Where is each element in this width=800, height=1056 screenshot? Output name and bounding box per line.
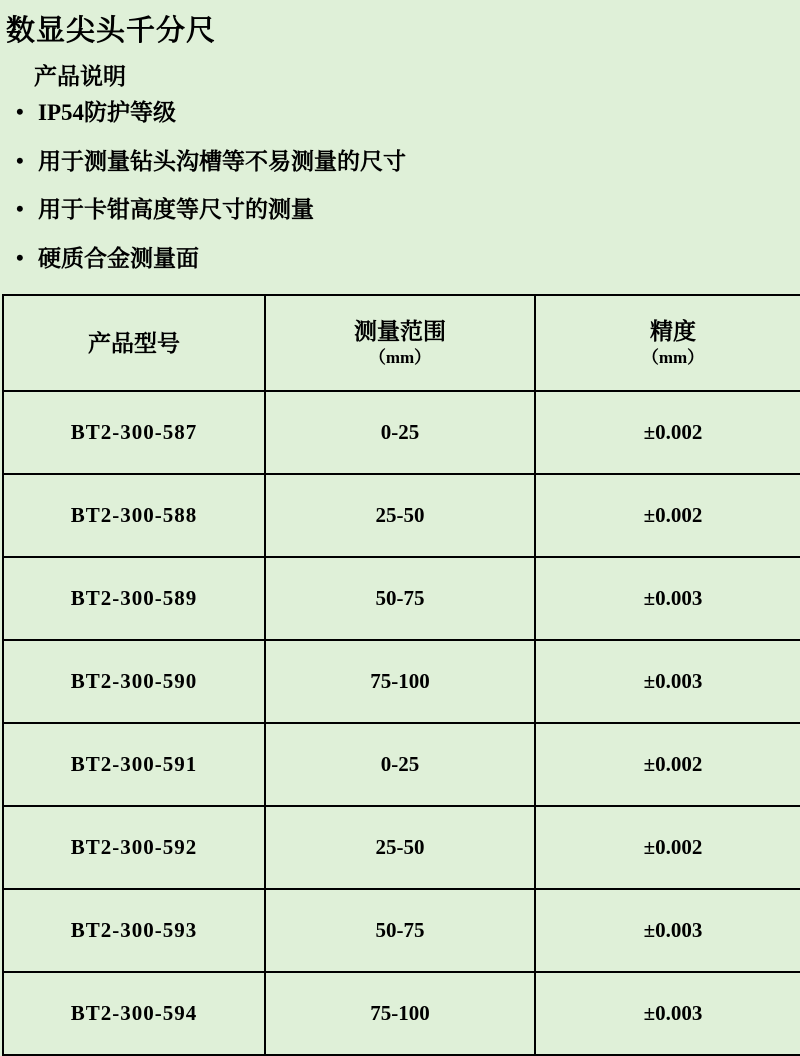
cell-model: BT2-300-589 (3, 557, 265, 640)
cell-model: BT2-300-594 (3, 972, 265, 1055)
table-header (3, 295, 800, 391)
cell-range: 0-25 (265, 391, 535, 474)
cell-accuracy: ±0.003 (535, 557, 800, 640)
table-row (3, 640, 800, 723)
cell-model: BT2-300-593 (3, 889, 265, 972)
cell-range: 25-50 (265, 806, 535, 889)
cell-accuracy: ±0.003 (535, 972, 800, 1055)
table-row (3, 474, 800, 557)
list-item: • IP54防护等级 (14, 100, 800, 126)
cell-accuracy: ±0.003 (535, 889, 800, 972)
column-header-range-label: 测量范围 (354, 319, 446, 345)
cell-model: BT2-300-592 (3, 806, 265, 889)
table-body (3, 391, 800, 1055)
column-header-range (265, 295, 535, 391)
table-row (3, 557, 800, 640)
table-row (3, 391, 800, 474)
column-header-model (3, 295, 265, 391)
page-title: 数显尖头千分尺 (6, 15, 217, 47)
cell-accuracy: ±0.002 (535, 723, 800, 806)
list-item: • 用于卡钳高度等尺寸的测量 (14, 197, 800, 223)
column-header-accuracy (535, 295, 800, 391)
cell-range: 25-50 (265, 474, 535, 557)
table-row (3, 806, 800, 889)
cell-accuracy: ±0.002 (535, 474, 800, 557)
column-header-accuracy-label: 精度 (650, 319, 696, 345)
cell-model: BT2-300-587 (3, 391, 265, 474)
cell-accuracy: ±0.002 (535, 806, 800, 889)
cell-model: BT2-300-591 (3, 723, 265, 806)
table-header-row (3, 295, 800, 391)
product-feature-list (0, 90, 800, 272)
cell-range: 75-100 (265, 972, 535, 1055)
table-row (3, 723, 800, 806)
cell-model: BT2-300-588 (3, 474, 265, 557)
section-heading-product-description: 产品说明 (34, 63, 126, 89)
column-header-range-unit: （mm） (368, 348, 432, 368)
cell-accuracy: ±0.003 (535, 640, 800, 723)
column-header-accuracy-unit: （mm） (641, 348, 705, 368)
cell-accuracy: ±0.002 (535, 391, 800, 474)
cell-range: 50-75 (265, 889, 535, 972)
cell-range: 75-100 (265, 640, 535, 723)
cell-range: 50-75 (265, 557, 535, 640)
table-row (3, 889, 800, 972)
list-item: • 用于测量钻头沟槽等不易测量的尺寸 (14, 149, 800, 175)
cell-range: 0-25 (265, 723, 535, 806)
list-item: • 硬质合金测量面 (14, 246, 800, 272)
column-header-model-label: 产品型号 (88, 330, 180, 356)
table-row (3, 972, 800, 1055)
specification-table (2, 294, 800, 1056)
cell-model: BT2-300-590 (3, 640, 265, 723)
